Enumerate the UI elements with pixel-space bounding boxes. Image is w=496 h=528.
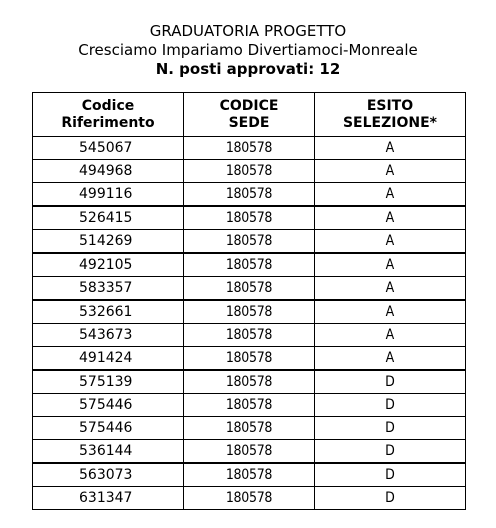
table-row [33,277,466,301]
cell-codice: 492105 [33,253,184,277]
cell-esito: A [314,137,465,160]
table-row [33,347,466,371]
cell-codice: 575446 [33,417,184,440]
header-title: GRADUATORIA PROGETTO [149,22,347,40]
table-row [33,463,466,487]
cell-codice: 532661 [33,300,184,324]
cell-esito: D [314,417,465,440]
cell-sede: 180578 [184,277,315,301]
table-row [33,324,466,347]
cell-sede: 180578 [184,230,315,254]
table-row [33,183,466,207]
cell-codice: 545067 [33,137,184,160]
table-row [33,137,466,160]
cell-codice: 491424 [33,347,184,371]
cell-codice: 631347 [33,487,184,510]
cell-esito: A [314,300,465,324]
cell-sede: 180578 [184,394,315,417]
ranking-table [32,92,466,510]
table-row [33,206,466,230]
table-row [33,300,466,324]
header-codice-riferimento [33,93,184,137]
cell-codice: 563073 [33,463,184,487]
cell-sede: 180578 [184,324,315,347]
cell-esito: A [314,206,465,230]
cell-codice: 575446 [33,394,184,417]
cell-codice: 575139 [33,370,184,394]
cell-sede: 180578 [184,463,315,487]
cell-sede: 180578 [184,206,315,230]
table-body [33,137,466,510]
table-row [33,230,466,254]
project-name: Cresciamo Impariamo Divertiamoci-Monreale [78,41,418,59]
cell-esito: A [314,230,465,254]
cell-esito: A [314,183,465,207]
cell-sede: 180578 [184,370,315,394]
table-row [33,440,466,464]
header-codice-sede [184,93,315,137]
approved-seats: N. posti approvati: 12 [155,60,341,78]
cell-esito: A [314,253,465,277]
cell-esito: D [314,440,465,464]
header-esito-selezione-l2: SELEZIONE* [342,114,437,131]
cell-codice: 494968 [33,160,184,183]
table-row [33,370,466,394]
cell-codice: 526415 [33,206,184,230]
table-row [33,253,466,277]
cell-sede: 180578 [184,347,315,371]
header-esito-selezione [314,93,465,137]
document-header [0,22,496,79]
cell-esito: A [314,324,465,347]
cell-esito: D [314,487,465,510]
table-row [33,487,466,510]
cell-esito: D [314,370,465,394]
header-codice-riferimento-l1: Codice [81,97,135,114]
cell-codice: 583357 [33,277,184,301]
table-row [33,417,466,440]
cell-codice: 514269 [33,230,184,254]
header-codice-sede-l1: CODICE [219,97,279,114]
cell-esito: D [314,394,465,417]
cell-sede: 180578 [184,300,315,324]
cell-esito: A [314,347,465,371]
cell-esito: A [314,277,465,301]
cell-sede: 180578 [184,253,315,277]
header-codice-riferimento-l2: Riferimento [61,114,155,131]
table-header-row [33,93,466,137]
cell-esito: D [314,463,465,487]
cell-codice: 536144 [33,440,184,464]
header-codice-sede-l2: SEDE [228,114,270,131]
cell-sede: 180578 [184,137,315,160]
cell-codice: 543673 [33,324,184,347]
cell-sede: 180578 [184,487,315,510]
cell-esito: A [314,160,465,183]
header-esito-selezione-l1: ESITO [366,97,414,114]
cell-sede: 180578 [184,440,315,464]
cell-sede: 180578 [184,183,315,207]
cell-codice: 499116 [33,183,184,207]
table-row [33,394,466,417]
table-row [33,160,466,183]
cell-sede: 180578 [184,160,315,183]
cell-sede: 180578 [184,417,315,440]
